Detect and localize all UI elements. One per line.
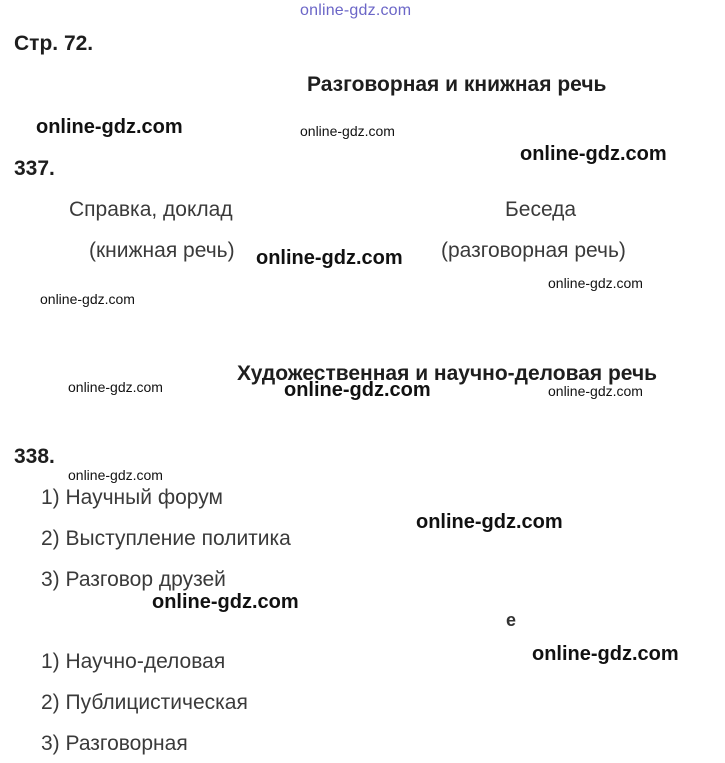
section-title-speech-types: Разговорная и книжная речь: [307, 73, 607, 96]
task-number-338: 338.: [14, 445, 55, 468]
watermark: online-gdz.com: [68, 379, 163, 395]
watermark: online-gdz.com: [68, 467, 163, 483]
watermark: online-gdz.com: [256, 247, 403, 269]
watermark: online-gdz.com: [520, 143, 667, 165]
watermark: online-gdz.com: [36, 116, 183, 138]
site-watermark-top: online-gdz.com: [300, 2, 412, 19]
watermark: online-gdz.com: [284, 379, 431, 401]
list-item: 2) Публицистическая: [41, 691, 248, 714]
answer-left-note: (книжная речь): [89, 239, 235, 262]
section-title-style-types: Художественная и научно-деловая речь: [237, 362, 658, 385]
watermark: online-gdz.com: [40, 291, 135, 307]
watermark: online-gdz.com: [548, 383, 643, 399]
page-number: Стр. 72.: [14, 32, 94, 55]
stray-mark: е: [506, 610, 517, 630]
watermark: online-gdz.com: [416, 511, 563, 533]
answer-right-item: Беседа: [505, 198, 577, 221]
list-item: 1) Научно-деловая: [41, 650, 226, 673]
task-number-337: 337.: [14, 157, 55, 180]
watermark: online-gdz.com: [152, 591, 299, 613]
list-item: 3) Разговорная: [41, 732, 188, 755]
watermark: online-gdz.com: [300, 123, 395, 139]
list-item: 1) Научный форум: [41, 486, 223, 509]
answer-left-item: Справка, доклад: [69, 198, 233, 221]
list-item: 3) Разговор друзей: [41, 568, 226, 591]
answer-right-note: (разговорная речь): [441, 239, 626, 262]
watermark: online-gdz.com: [532, 643, 679, 665]
list-item: 2) Выступление политика: [41, 527, 291, 550]
watermark: online-gdz.com: [548, 275, 643, 291]
